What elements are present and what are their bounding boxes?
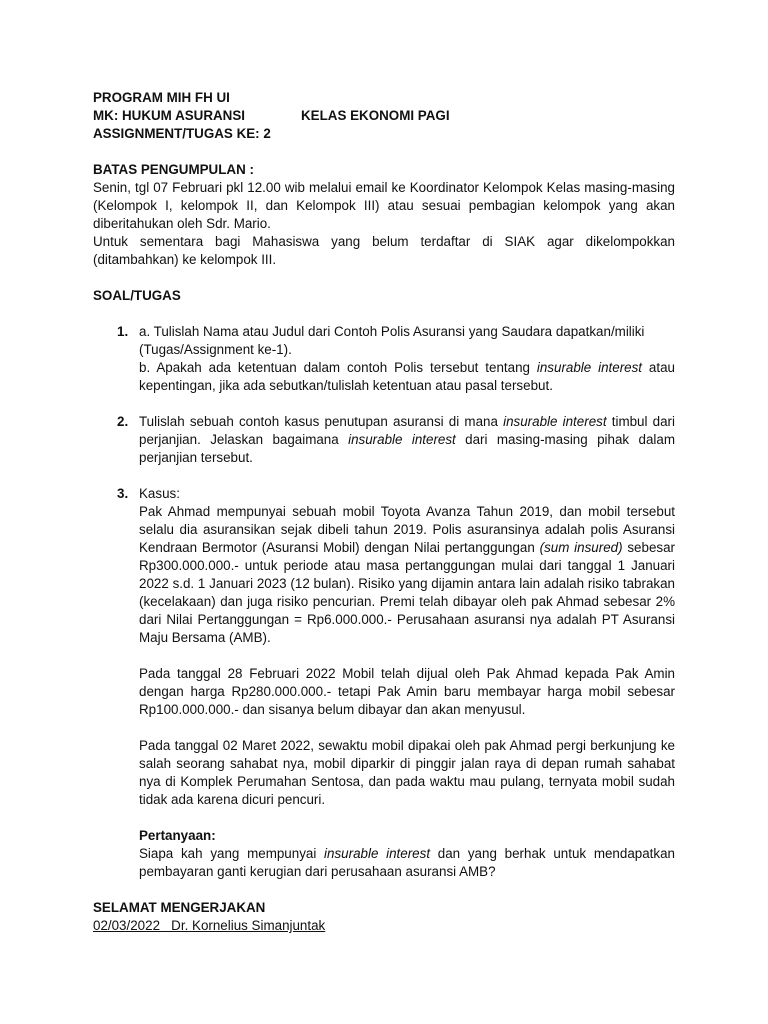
task-item-1 [93, 323, 675, 395]
task-item-2 [93, 413, 675, 467]
deadline-heading: BATAS PENGUMPULAN : [93, 162, 254, 177]
case-paragraph-3: Pada tanggal 02 Maret 2022, sewaktu mobil dipakai oleh pak Ahmad pergi berkunjung ke salah seorang sahabat nya, mobil diparkir di pinggir jalan raya di depan rumah sahabat nya di Komplek Perumahan Sentosa, dan pada waktu mau pulang, ternyata mobil sudah tidak ada karena dicuri pencuri. [139, 738, 675, 807]
deadline-paragraph: Senin, tgl 07 Februari pkl 12.00 wib melalui email ke Koordinator Kelompok Kelas masing-masing (Kelompok I, kelompok II, dan Kelompok III) atau sesuai pembagian kelompok yang akan diberitahukan oleh Sdr. Mario. [93, 180, 675, 231]
tasks-heading: SOAL/TUGAS [93, 288, 181, 303]
closing-text: SELAMAT MENGERJAKAN [93, 900, 266, 915]
task-number: 3. [117, 486, 129, 501]
task-2-text: Tulislah sebuah contoh kasus penutupan asuransi di mana insurable interest timbul dari perjanjian. Jelaskan bagaimana insurable interest dari masing-masing pihak dalam perjanjian tersebut. [139, 414, 675, 465]
task-1b-text: b. Apakah ada ketentuan dalam contoh Polis tersebut tentang insurable interest atau kepentingan, jika ada sebutkan/tulislah ketentuan atau pasal tersebut. [139, 360, 675, 393]
grouping-paragraph: Untuk sementara bagi Mahasiswa yang belum terdaftar di SIAK agar dikelompokkan (ditambahkan) ke kelompok III. [93, 234, 675, 267]
case-label: Kasus: [139, 486, 180, 501]
case-paragraph-2: Pada tanggal 28 Februari 2022 Mobil telah dijual oleh Pak Ahmad kepada Pak Amin dengan harga Rp280.000.000.- tetapi Pak Amin baru membayar harga mobil sebesar Rp100.000.000.- dan sisanya belum dibayar dan akan menyusul. [139, 666, 675, 717]
task-list [93, 323, 675, 881]
document-body [93, 89, 675, 935]
class-name: KELAS EKONOMI PAGI [301, 108, 450, 123]
program-title: PROGRAM MIH FH UI [93, 90, 230, 105]
task-item-3 [93, 485, 675, 881]
task-1a-text: a. Tulislah Nama atau Judul dari Contoh Polis Asuransi yang Saudara dapatkan/miliki (Tugas/Assignment ke-1). [139, 324, 645, 357]
case-paragraph-1: Pak Ahmad mempunyai sebuah mobil Toyota Avanza Tahun 2019, dan mobil tersebut selalu dia asuransikan sejak dibeli tahun 2019. Polis asuransinya adalah polis Asuransi Kendraan Bermotor (Asuransi Mobil) dengan Nilai pertanggungan (sum insured) sebesar Rp300.000.000.- untuk periode atau masa pertanggungan mulai dari tanggal 1 Januari 2022 s.d. 1 Januari 2023 (12 bulan). Risiko yang dijamin antara lain adalah risiko tabrakan (kecelakaan) dan juga risiko pencurian. Premi telah dibayar oleh pak Ahmad sebesar 2% dari Nilai Pertanggungan = Rp6.000.000.- Perusahaan asuransi nya adalah PT Asuransi Maju Bersama (AMB). [139, 504, 675, 645]
task-number: 1. [117, 324, 129, 339]
assignment-number: ASSIGNMENT/TUGAS KE: 2 [93, 126, 271, 141]
question-heading: Pertanyaan: [139, 828, 216, 843]
question-text: Siapa kah yang mempunyai insurable interest dan yang berhak untuk mendapatkan pembayaran ganti kerugian dari perusahaan asuransi AMB? [139, 846, 675, 879]
signature-line: 02/03/2022 Dr. Kornelius Simanjuntak [93, 918, 326, 933]
course-row [93, 107, 675, 125]
task-number: 2. [117, 414, 129, 429]
course-name: MK: HUKUM ASURANSI [93, 108, 245, 123]
